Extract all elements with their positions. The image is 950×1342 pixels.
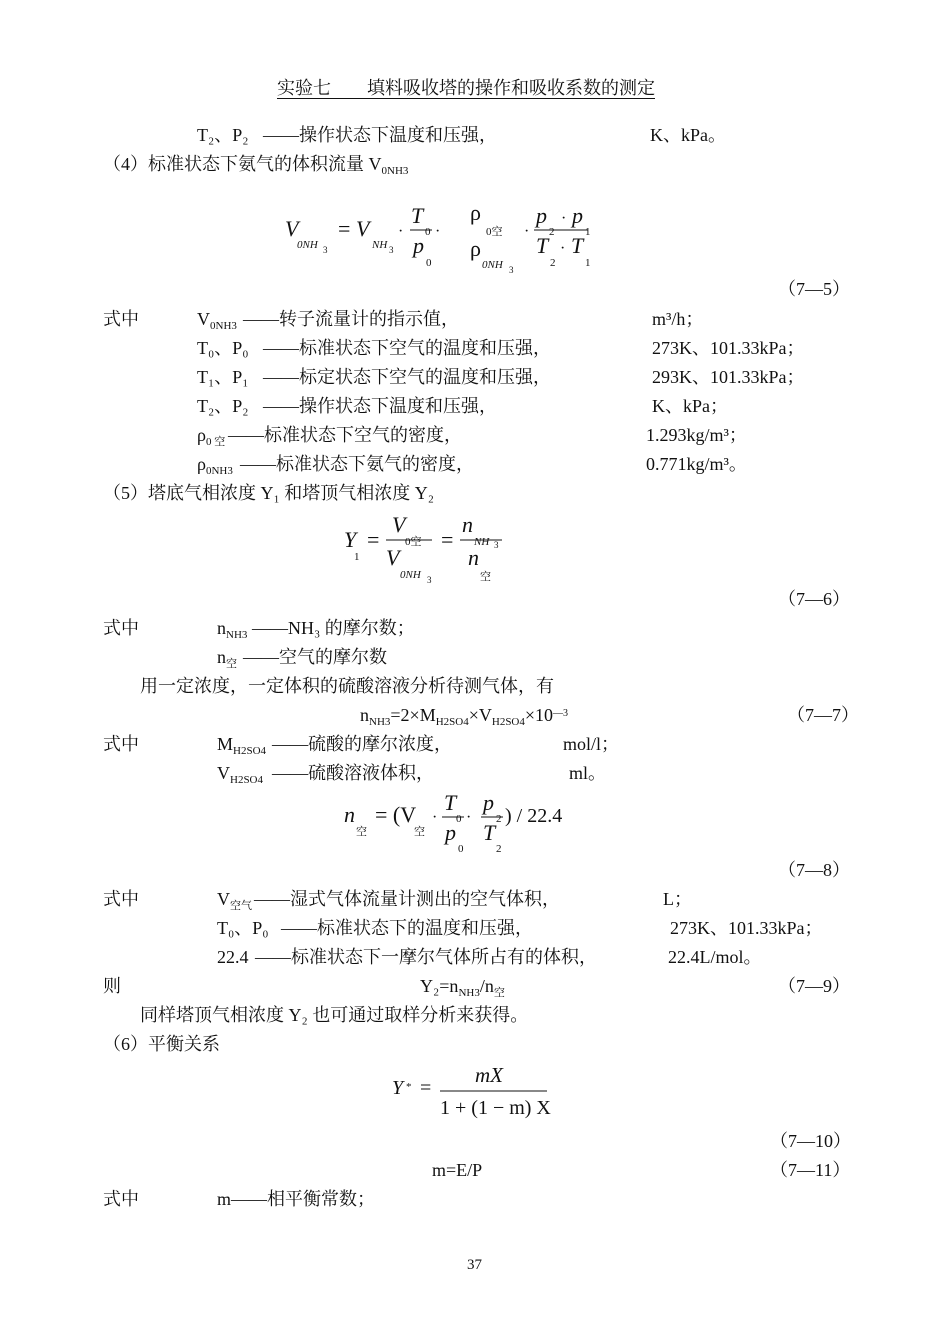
- def-unit: K、kPa。: [650, 125, 726, 145]
- equation-7-6: [340, 510, 520, 595]
- eq-sub: 空: [480, 571, 491, 583]
- section-heading-text: （4）标准状态下氨气的体积流量 V: [103, 154, 382, 174]
- equation-number: （7—9）: [778, 976, 850, 996]
- def-desc: ——标准状态下的温度和压强，: [281, 918, 533, 938]
- def-symbol: T₁、P₁: [197, 367, 249, 387]
- equation-7-8: [340, 788, 580, 863]
- equation-number: （7—8）: [778, 860, 850, 880]
- def-unit: 273K、101.33kPa；: [670, 918, 823, 938]
- eq-sub: 0: [425, 226, 431, 238]
- eq-sub: 0NH: [482, 259, 503, 271]
- eq-symbol: n: [344, 802, 355, 827]
- eq-sub: 0空: [486, 226, 503, 238]
- def-unit: m³/h；: [652, 309, 704, 329]
- def-desc: ——标定状态下空气的温度和压强，: [263, 367, 551, 387]
- eq-op: ·: [560, 240, 566, 257]
- equation-number: （7—5）: [778, 279, 850, 299]
- eq-sub: 2: [550, 257, 556, 269]
- eq-symbol: Y: [344, 527, 357, 552]
- eq-sub: 空: [356, 826, 367, 838]
- eq-op: ·: [561, 210, 567, 227]
- section-heading-sub: 0NH3: [381, 165, 409, 177]
- def-symbol: $n_空$: [217, 647, 237, 670]
- eq-op: ·: [398, 223, 404, 240]
- eq-symbol: 1 + (1 − m) X: [440, 1097, 551, 1119]
- def-symbol: T₀、P₀: [197, 338, 249, 358]
- eq-sub: 0: [456, 813, 462, 825]
- def-unit: 293K、101.33kPa；: [652, 367, 805, 387]
- def-desc: ——操作状态下温度和压强，: [263, 125, 497, 145]
- def-symbol: T₀、P₀: [217, 918, 269, 938]
- def-symbol: T₂、P₂: [197, 125, 249, 145]
- eq-sub: 0: [426, 257, 432, 269]
- def-desc: ——湿式气体流量计测出的空气体积，: [254, 889, 560, 909]
- eq-symbol: p: [483, 790, 494, 815]
- eq-op: =: [420, 1077, 432, 1099]
- eq-op: = (V: [375, 802, 417, 827]
- def-desc: ——硫酸的摩尔浓度，: [272, 734, 452, 754]
- equation-number: （7—6）: [778, 589, 850, 609]
- paragraph: 用一定浓度，一定体积的硫酸溶液分析待测气体，有: [140, 676, 554, 696]
- eq-symbol: p: [536, 203, 547, 228]
- eq-symbol: T: [411, 203, 424, 228]
- eq-op: ·: [432, 809, 438, 826]
- def-unit: L；: [663, 889, 692, 909]
- def-symbol: $n_{NH3}$: [217, 618, 248, 641]
- where-label: 式中: [103, 618, 139, 638]
- def-symbol: $\rho_{0NH3}$: [197, 454, 233, 477]
- def-desc: ——空气的摩尔数: [243, 647, 387, 667]
- def-symbol: 22.4: [217, 947, 249, 967]
- eq-sub: 1: [585, 226, 591, 238]
- def-unit: 273K、101.33kPa；: [652, 338, 805, 358]
- eq-symbol: T: [483, 820, 496, 845]
- eq-sub: 3: [323, 245, 328, 255]
- def-unit: 1.293kg/m³；: [646, 425, 747, 445]
- eq-symbol: p: [413, 233, 424, 258]
- equation-7-7: $n_{NH3}=2\times M_{H2SO4}\times V_{H2SO4}\times 10^{—3}$: [360, 705, 569, 728]
- eq-symbol: n: [468, 545, 479, 570]
- def-unit: ml。: [569, 763, 607, 783]
- eq-symbol: p: [445, 820, 456, 845]
- page-title: 实验七 填料吸收塔的操作和吸收系数的测定: [277, 78, 655, 98]
- eq-sub: 3: [427, 575, 432, 585]
- eq-op: =: [367, 527, 380, 552]
- equation-7-9: $Y_2=n_{NH3}/n_空$: [420, 976, 505, 999]
- eq-symbol: T: [536, 233, 549, 258]
- eq-sub: 0NH: [400, 569, 421, 581]
- def-symbol: $V_{空气}$: [217, 889, 252, 912]
- equation-7-5: [280, 198, 610, 283]
- eq-op: ) / 22.4: [505, 805, 563, 827]
- eq-sub: 3: [509, 265, 514, 275]
- eq-sub: 0空: [405, 536, 422, 548]
- eq-op: =: [338, 216, 351, 241]
- eq-sub: 0NH: [297, 239, 318, 251]
- section-heading: [103, 154, 409, 177]
- def-desc: ——标准状态下一摩尔气体所占有的体积，: [255, 947, 597, 967]
- eq-sub: *: [406, 1081, 412, 1093]
- paragraph: 同样塔顶气相浓度 Y₂ 也可通过取样分析来获得。: [140, 1005, 529, 1025]
- where-label: 式中: [103, 1189, 139, 1209]
- page-number: 37: [467, 1257, 482, 1273]
- eq-symbol: ρ: [470, 236, 481, 261]
- eq-sub: 0: [458, 843, 464, 855]
- equation-number: （7—7）: [787, 705, 859, 725]
- equation-7-11: m=E/P: [432, 1160, 483, 1180]
- equation-7-10: [390, 1060, 560, 1129]
- eq-symbol: V: [386, 545, 400, 570]
- eq-sub: 2: [496, 813, 502, 825]
- eq-symbol: T: [444, 790, 457, 815]
- eq-sub: 3: [494, 540, 499, 550]
- eq-symbol: ρ: [470, 200, 481, 225]
- eq-symbol: mX: [475, 1063, 503, 1087]
- eq-sub: NH: [474, 536, 490, 548]
- equation-number: （7—10）: [770, 1131, 851, 1151]
- def-desc: ——NH₃ 的摩尔数；: [252, 618, 415, 638]
- where-label: 式中: [103, 309, 139, 329]
- eq-sub: 空: [414, 826, 425, 838]
- def-desc: ——操作状态下温度和压强，: [263, 396, 497, 416]
- eq-symbol: n: [462, 512, 473, 537]
- equation-number: （7—11）: [770, 1160, 851, 1180]
- def-symbol: $V_{0NH3}$: [197, 309, 237, 332]
- def-unit: mol/l；: [563, 734, 620, 754]
- eq-symbol: V: [356, 216, 370, 241]
- eq-op: ·: [524, 223, 530, 240]
- def-desc: ——标准状态下空气的密度，: [228, 425, 462, 445]
- def-symbol: T₂、P₂: [197, 396, 249, 416]
- def-unit: 22.4L/mol。: [668, 947, 762, 967]
- def-symbol: $M_{H2SO4}$: [217, 734, 267, 757]
- eq-sub: NH: [372, 239, 388, 251]
- eq-sub: 3: [389, 245, 394, 255]
- section-heading: （6）平衡关系: [103, 1034, 220, 1054]
- def-desc: ——转子流量计的指示值，: [243, 309, 459, 329]
- eq-symbol: T: [571, 233, 584, 258]
- eq-op: ·: [435, 223, 441, 240]
- def-symbol: $V_{H2SO4}$: [217, 763, 264, 786]
- def-unit: K、kPa；: [652, 396, 728, 416]
- def-symbol: $\rho_{0 空}$: [197, 425, 226, 448]
- def-desc: ——硫酸溶液体积，: [272, 763, 434, 783]
- def-desc: ——标准状态下氨气的密度，: [240, 454, 474, 474]
- def-unit: 0.771kg/m³。: [646, 454, 747, 474]
- eq-op: =: [441, 527, 454, 552]
- eq-symbol: Y: [392, 1077, 404, 1099]
- eq-symbol: p: [572, 203, 583, 228]
- eq-sub: 2: [496, 843, 502, 855]
- where-label: 式中: [103, 889, 139, 909]
- eq-symbol: V: [285, 216, 299, 241]
- def-line: m——相平衡常数；: [217, 1189, 376, 1209]
- eq-sub: 2: [549, 226, 555, 238]
- eq-symbol: V: [392, 512, 406, 537]
- eq-sub: 1: [354, 551, 360, 563]
- eq-op: ·: [466, 809, 472, 826]
- section-heading: （5）塔底气相浓度 Y₁ 和塔顶气相浓度 Y₂: [103, 483, 435, 503]
- then-label: 则: [103, 976, 121, 996]
- where-label: 式中: [103, 734, 139, 754]
- eq-sub: 1: [585, 257, 591, 269]
- def-desc: ——标准状态下空气的温度和压强，: [263, 338, 551, 358]
